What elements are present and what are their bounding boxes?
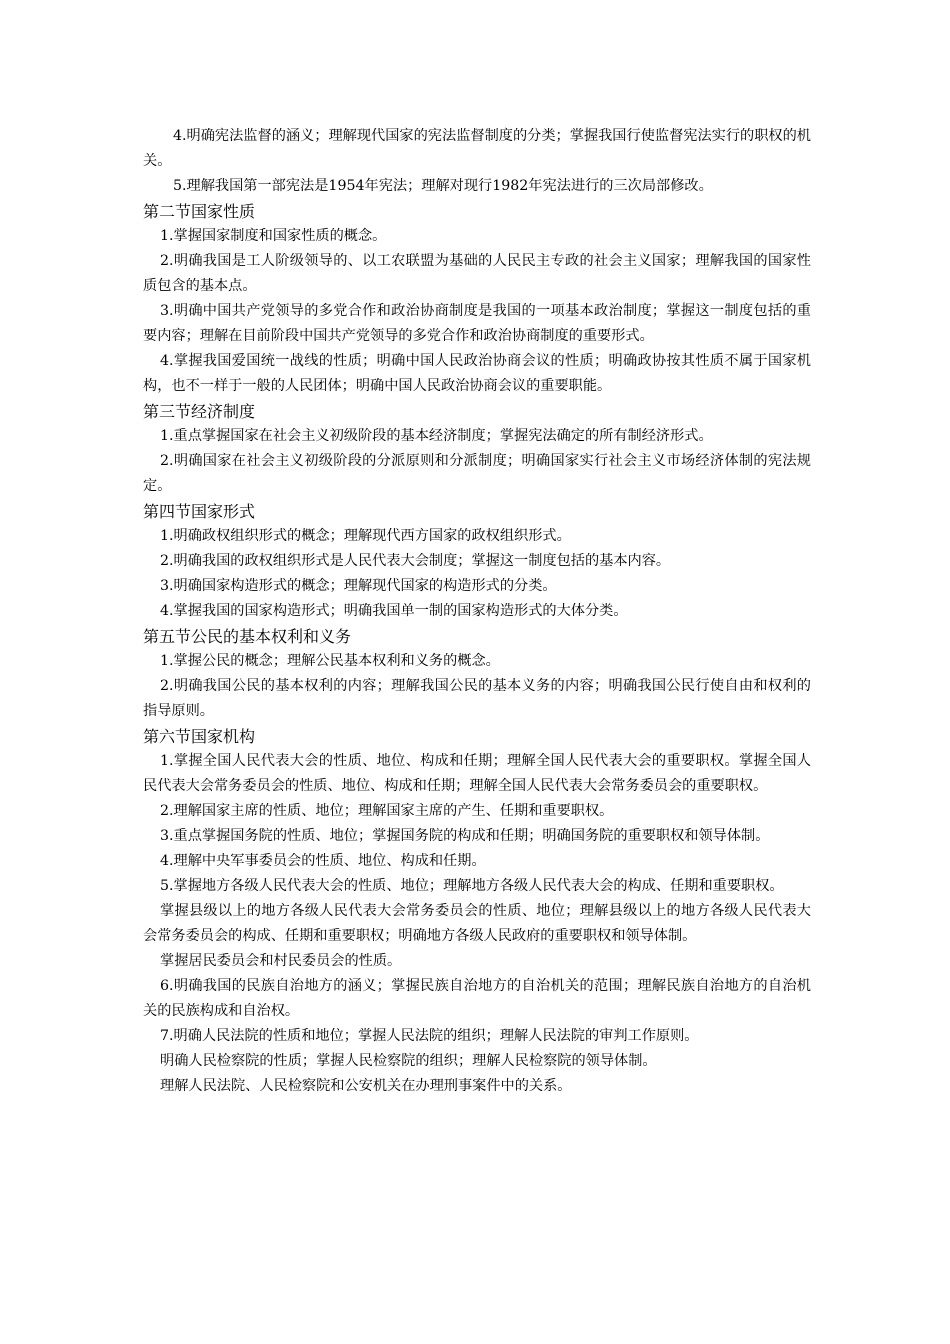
- body-paragraph: 掌握居民委员会和村民委员会的性质。: [160, 953, 402, 969]
- body-paragraph: 4.理解中央军事委员会的性质、地位、构成和任期。: [160, 853, 486, 869]
- body-paragraph: 7.明确人民法院的性质和地位；掌握人民法院的组织；理解人民法院的审判工作原则。: [160, 1028, 699, 1044]
- section-heading: 第二节国家性质: [143, 202, 256, 221]
- section-heading: 第四节国家形式: [143, 502, 256, 521]
- body-paragraph: 掌握县级以上的地方各级人民代表大会常务委员会的性质、地位；理解县级以上的地方各级人民代表大会常务委员会的构成、任期和重要职权；明确地方各级人民政府的重要职权和领导体制。: [143, 903, 811, 944]
- body-paragraph: 5.理解我国第一部宪法是1954年宪法；理解对现行1982年宪法进行的三次局部修改。: [173, 178, 713, 194]
- body-paragraph: 1.掌握国家制度和国家性质的概念。: [160, 228, 387, 244]
- body-paragraph: 1.掌握全国人民代表大会的性质、地位、构成和任期；理解全国人民代表大会的重要职权。掌握全国人民代表大会常务委员会的性质、地位、构成和任期；理解全国人民代表大会常务委员会的重要职权。: [143, 753, 811, 794]
- body-paragraph: 4.掌握我国的国家构造形式；明确我国单一制的国家构造形式的大体分类。: [160, 603, 628, 619]
- body-paragraph: 1.明确政权组织形式的概念；理解现代西方国家的政权组织形式。: [160, 528, 571, 544]
- body-paragraph: 3.重点掌握国务院的性质、地位；掌握国务院的构成和任期；明确国务院的重要职权和领导体制。: [160, 828, 770, 844]
- body-paragraph: 明确人民检察院的性质；掌握人民检察院的组织；理解人民检察院的领导体制。: [160, 1053, 657, 1069]
- body-paragraph: 2.明确国家在社会主义初级阶段的分派原则和分派制度；明确国家实行社会主义市场经济体制的宪法规定。: [143, 453, 811, 494]
- document-page: [143, 124, 811, 1099]
- body-paragraph: 1.掌握公民的概念；理解公民基本权利和义务的概念。: [160, 653, 500, 669]
- section-heading: 第五节公民的基本权利和义务: [143, 627, 352, 646]
- body-paragraph: 2.明确我国的政权组织形式是人民代表大会制度；掌握这一制度包括的基本内容。: [160, 553, 671, 569]
- body-paragraph: 5.掌握地方各级人民代表大会的性质、地位；理解地方各级人民代表大会的构成、任期和重要职权。: [160, 878, 784, 894]
- body-paragraph: 2.理解国家主席的性质、地位；理解国家主席的产生、任期和重要职权。: [160, 803, 614, 819]
- section-heading: 第三节经济制度: [143, 402, 256, 421]
- body-paragraph: 4.明确宪法监督的涵义；理解现代国家的宪法监督制度的分类；掌握我国行使监督宪法实行的职权的机关。: [143, 128, 811, 169]
- body-paragraph: 6.明确我国的民族自治地方的涵义；掌握民族自治地方的自治机关的范围；理解民族自治地方的自治机关的民族构成和自治权。: [143, 978, 811, 1019]
- body-paragraph: 3.明确中国共产党领导的多党合作和政治协商制度是我国的一项基本政治制度；掌握这一制度包括的重要内容；理解在目前阶段中国共产党领导的多党合作和政治协商制度的重要形式。: [143, 303, 811, 344]
- body-paragraph: 理解人民法院、人民检察院和公安机关在办理刑事案件中的关系。: [160, 1078, 572, 1094]
- body-paragraph: 3.明确国家构造形式的概念；理解现代国家的构造形式的分类。: [160, 578, 557, 594]
- body-paragraph: 4.掌握我国爱国统一战线的性质；明确中国人民政治协商会议的性质；明确政协按其性质不属于国家机构，也不一样于一般的人民团体；明确中国人民政治协商会议的重要职能。: [143, 353, 811, 394]
- body-paragraph: 1.重点掌握国家在社会主义初级阶段的基本经济制度；掌握宪法确定的所有制经济形式。: [160, 428, 713, 444]
- body-paragraph: 2.明确我国公民的基本权利的内容；理解我国公民的基本义务的内容；明确我国公民行使自由和权利的指导原则。: [143, 678, 811, 719]
- section-heading: 第六节国家机构: [143, 727, 256, 746]
- body-paragraph: 2.明确我国是工人阶级领导的、以工农联盟为基础的人民民主专政的社会主义国家；理解我国的国家性质包含的基本点。: [143, 253, 811, 294]
